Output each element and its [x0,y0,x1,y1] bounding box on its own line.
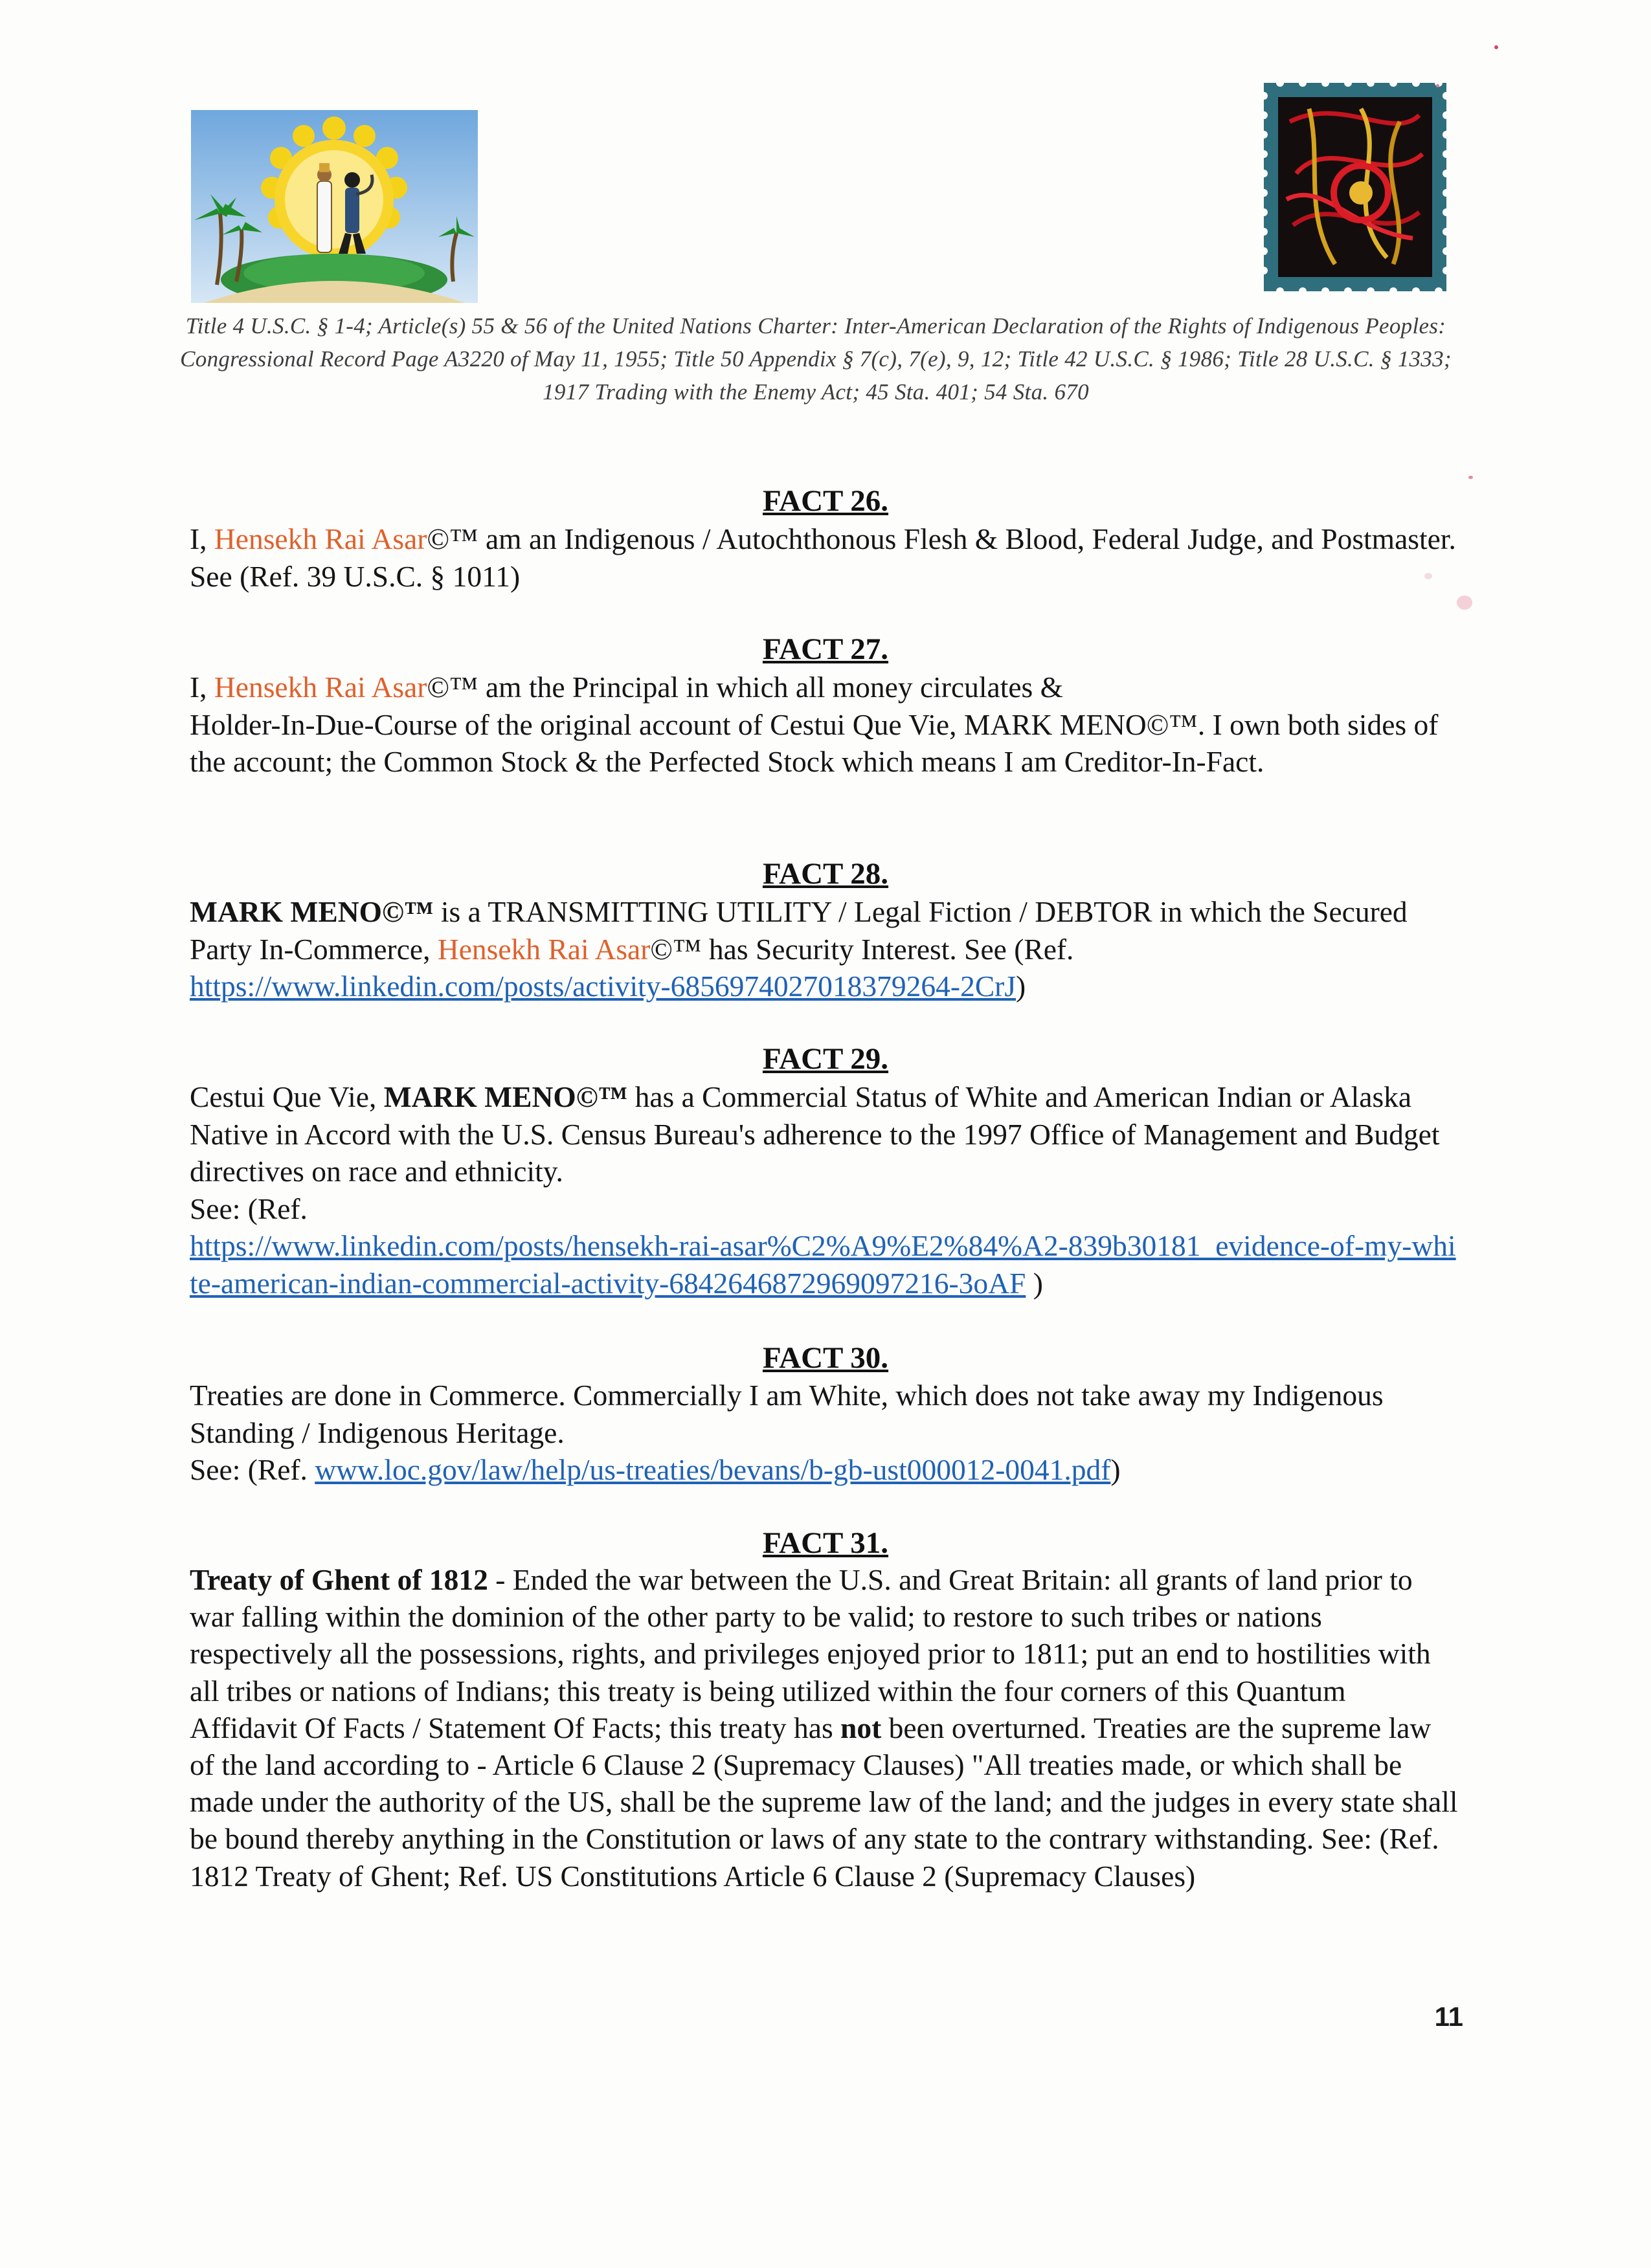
fact-28-text-part: ©™ has Security Interest. See (Ref. [650,932,1074,966]
fact-26-text-part: ©™ am an Indigenous / Autochthonous Flesh & Blood, Federal Judge, and Postmaster. See (Ref. 39 U.S.C. § 1011) [190,522,1456,593]
fact-31-heading: FACT 31. [762,1526,889,1560]
fact-26-text-part: I, [190,522,214,555]
legal-citation: Title 4 U.S.C. § 1-4; Article(s) 55 & 56 of the United Nations Charter: Inter-American Declaration of the Rights of Indigenous Peoples: Congressional Record Page A3220 of May 11, 1955; Title 50 Appendix § 7(c), 7(e), 9, 12; Title 42 U.S.C. § 1986; Title 28 U.S.C. § 1333; 1917 Trading with the Enemy Act; 45 Sta. 401; 54 Sta. 670 [180,313,1452,405]
fact-30-text-part: ) [1110,1453,1121,1486]
linkedin-reference-link[interactable]: https://www.linkedin.com/posts/activity-6856974027018379264-2CrJ [190,970,1016,1003]
fact-29-heading: FACT 29. [762,1042,889,1076]
scan-speck [1457,595,1472,610]
postage-stamp [1264,83,1446,291]
principal-name: Hensekh Rai Asar [214,522,427,555]
fact-27-text [190,669,1459,781]
scan-speck [1424,573,1432,579]
fact-27-text-part: ©™ am the Principal in which all money circulates & [427,671,1064,704]
treaty-title: Treaty of Ghent of 1812 [190,1563,488,1596]
scan-speck [1436,84,1439,87]
principal-name: Hensekh Rai Asar [214,671,427,704]
fact-31-text-part: been overturned. Treaties are the supreme law of the land according to - Article 6 Clause 2 (Supremacy Clauses) "All treaties made, or which shall be made under the authority of the US, shall be the supreme law of the land; and the judges in every state shall be bound thereby anything in the Constitution or laws of any state to the contrary withstanding. See: (Ref. 1812 Treaty of Ghent; Ref. US Constitutions Article 6 Clause 2 (Supremacy Clauses) [190,1711,1458,1893]
fact-30-text [190,1377,1459,1489]
fact-27-text-part: I, [190,671,214,704]
debtor-name: MARK MENO©™ [190,895,434,928]
fact-27-heading: FACT 27. [762,632,889,666]
fact-29-text-part: has a Commercial Status of White and American Indian or Alaska Native in Accord with the U.S. Census Bureau's adherence to the 1997 Office of Management and Budget directives on race and ethnicity. [190,1080,1440,1188]
fact-28-heading: FACT 28. [762,857,889,891]
scan-speck [1494,45,1498,49]
fact-30-text-part: Treaties are done in Commerce. Commercially I am White, which does not take away my Indigenous Standing / Indigenous Heritage. [190,1379,1384,1449]
fact-29-text [190,1078,1459,1302]
linkedin-evidence-link[interactable]: https://www.linkedin.com/posts/hensekh-rai-asar%C2%A9%E2%84%A2-839b30181_evidence-of-my-white-american-indian-commercial-activity-6842646872969097216-3oAF [190,1229,1456,1300]
fact-30-heading: FACT 30. [762,1341,889,1375]
fact-31-text-part: - Ended the war between the U.S. and Great Britain: all grants of land prior to war falling within the dominion of the other party to be valid; to restore to such tribes or nations respectively all the possessions, rights, and privileges enjoyed prior to 1811; put an end to hostilities with all tribes or nations of Indians; this treaty is being utilized within the four corners of this Quantum Affidavit Of Facts / Statement Of Facts; this treaty has [190,1563,1431,1744]
fact-28-text [190,893,1459,1005]
fact-27-text-part: Holder-In-Due-Course of the original account of Cestui Que Vie, MARK MENO©™. I own both sides of the account; the Common Stock & the Perfected Stock which means I am Creditor-In-Fact. [190,707,1439,778]
fact-30-text-part: See: (Ref. [190,1453,315,1486]
loc-treaty-link[interactable]: www.loc.gov/law/help/us-treaties/bevans/b-gb-ust000012-0041.pdf [315,1453,1111,1486]
fact-28-text-part: is a TRANSMITTING UTILITY / Legal Fiction / DEBTOR in which the Secured Party In-Commerce, [190,895,1408,966]
fact-31-text [190,1561,1459,1895]
fact-29-text-part: Cestui Que Vie, [190,1080,384,1113]
fact-26-text [190,520,1459,595]
fact-29-text-part: See: (Ref. [190,1192,308,1225]
fact-29-text-part: ) [1026,1266,1043,1300]
principal-name: Hensekh Rai Asar [437,932,651,966]
emphasis-not: not [840,1711,882,1744]
scan-speck [1468,476,1473,479]
page-number: 11 [1434,2001,1463,2032]
sun-pharaoh-island-logo [191,110,478,303]
debtor-name: MARK MENO©™ [383,1080,628,1113]
fact-28-text-part: ) [1016,970,1026,1003]
fact-26-heading: FACT 26. [762,484,889,518]
